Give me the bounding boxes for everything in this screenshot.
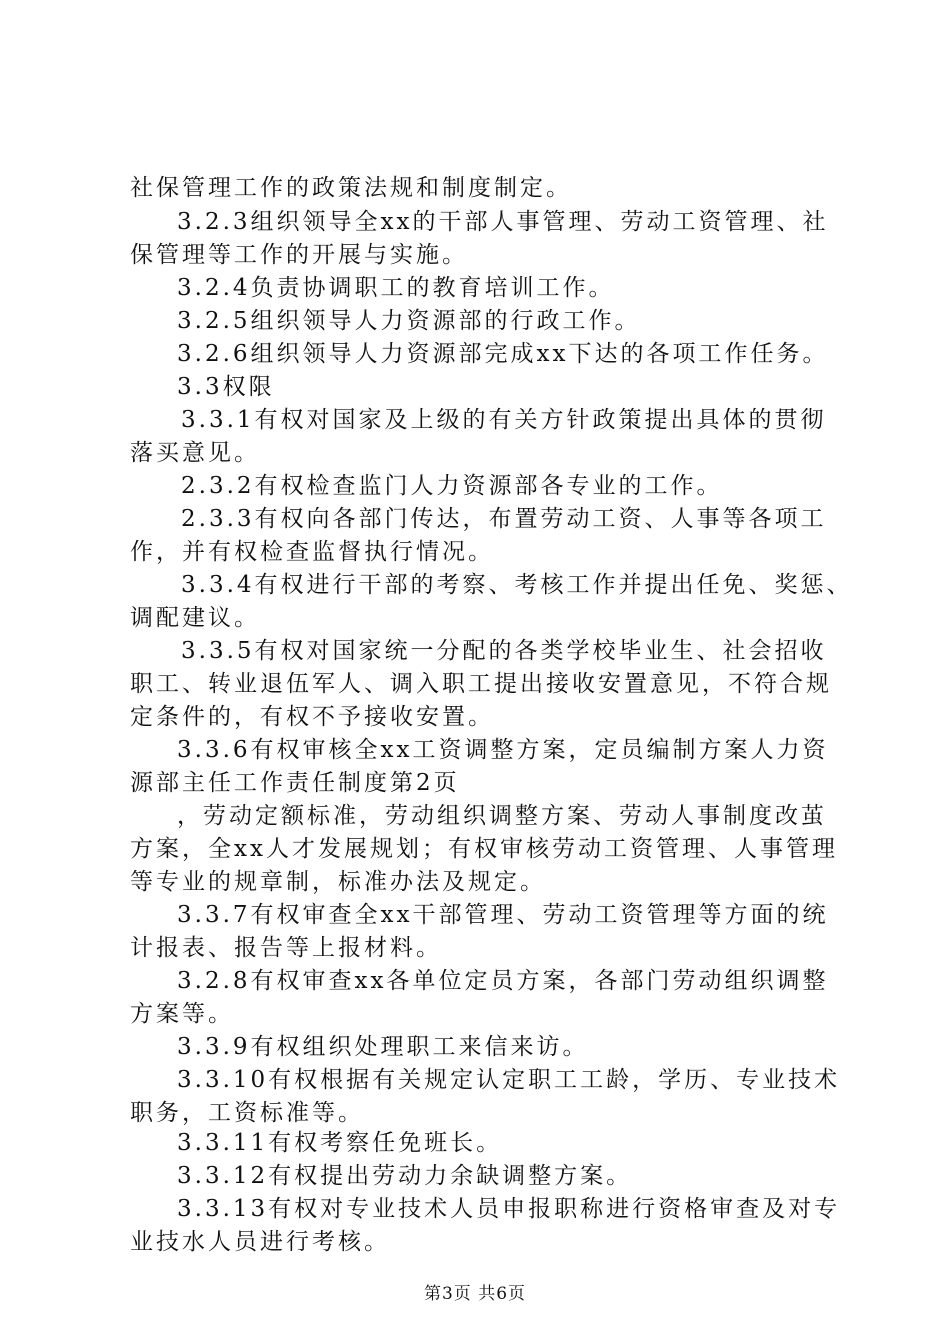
body-line: 3.3.7有权审查全xx干部管理、劳动工资管理等方面的统	[177, 902, 829, 928]
body-line: 保管理等工作的开展与实施。	[130, 242, 468, 268]
body-line: 3.3.5有权对国家统一分配的各类学校毕业生、社会招收	[181, 638, 827, 664]
body-line: 3.2.8有权审查xx各单位定员方案，各部门劳动组织调整	[177, 968, 829, 994]
body-line: 社保管理工作的政策法规和制度制定。	[130, 175, 572, 201]
body-line: 3.2.4负责协调职工的教育培训工作。	[177, 275, 615, 301]
body-line: 2.3.2有权检查监门人力资源部各专业的工作。	[181, 473, 723, 499]
body-line: 职工、转业退伍军人、调入职工提出接收安置意见，不符合规	[130, 671, 832, 697]
body-line: 等专业的规章制，标准办法及规定。	[130, 869, 546, 895]
body-line: 计报表、报告等上报材料。	[130, 935, 442, 961]
body-line: 调配建议。	[130, 605, 260, 631]
body-line: 3.3.9有权组织处理职工来信来访。	[177, 1034, 589, 1060]
body-line: 源部主任工作责任制度第2页	[130, 770, 460, 796]
body-line: 3.3.13有权对专业技术人员申报职称进行资格审查及对专	[177, 1196, 841, 1222]
body-line: 落买意见。	[130, 440, 260, 466]
section-heading: 3.3权限	[177, 374, 275, 400]
body-line: 业技水人员进行考核。	[130, 1229, 390, 1255]
body-line: 3.3.11有权考察任免班长。	[177, 1130, 503, 1156]
body-line: 2.3.3有权向各部门传达，布置劳动工资、人事等各项工	[181, 506, 827, 532]
body-line: 3.2.6组织领导人力资源部完成xx下达的各项工作任务。	[177, 341, 829, 367]
page-footer: 第3页 共6页	[423, 1284, 527, 1304]
body-line: ，劳动定额标准，劳动组织调整方案、劳动人事制度改茧	[177, 803, 827, 829]
body-line: 3.2.3组织领导全xx的干部人事管理、劳动工资管理、社	[177, 209, 829, 235]
body-line: 3.2.5组织领导人力资源部的行政工作。	[177, 308, 641, 334]
body-line: 3.3.6有权审核全xx工资调整方案，定员编制方案人力资	[177, 737, 829, 763]
body-line: 职务，工资标准等。	[130, 1100, 364, 1126]
body-line: 定条件的，有权不予接收安置。	[130, 704, 494, 730]
body-line: 方案，全xx人才发展规划；有权审核劳动工资管理、人事管理	[130, 836, 838, 862]
body-line: 3.3.4有权进行干部的考察、考核工作并提出任免、奖惩、	[181, 572, 853, 598]
body-line: 作，并有权检查监督执行情况。	[130, 539, 494, 565]
body-line: 3.3.10有权根据有关规定认定职工工龄，学历、专业技术	[177, 1067, 841, 1093]
body-line: 3.3.1有权对国家及上级的有关方针政策提出具体的贯彻	[181, 407, 827, 433]
body-line: 3.3.12有权提出劳动力余缺调整方案。	[177, 1163, 633, 1189]
body-line: 方案等。	[130, 1001, 234, 1027]
